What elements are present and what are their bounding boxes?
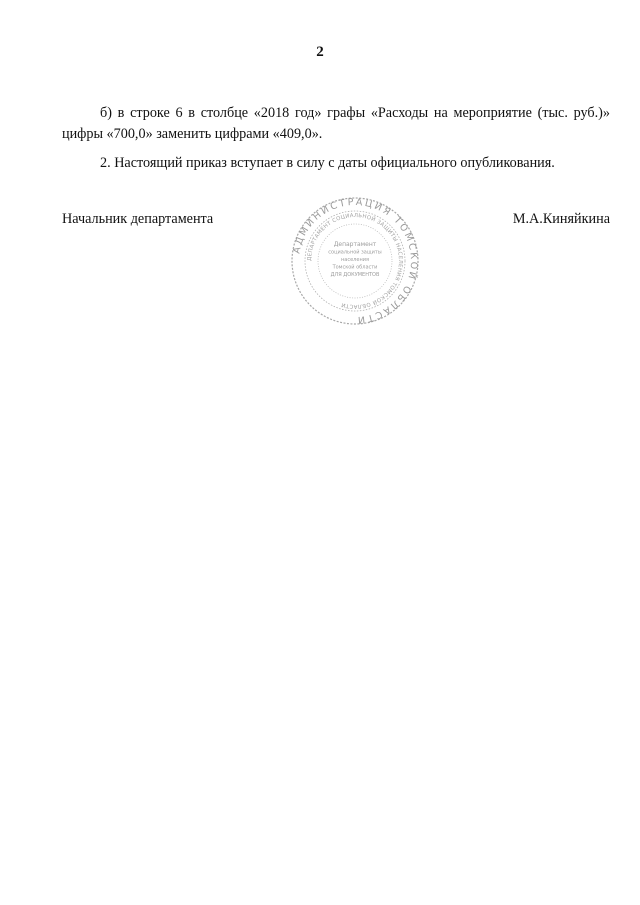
page-number: 2 (316, 44, 324, 60)
stamp-center-line: Департамент (333, 241, 377, 248)
stamp-center-line: населения (341, 257, 369, 263)
svg-text:ДЕПАРТАМЕНТ СОЦИАЛЬНОЙ ЗАЩИТЫ: ДЕПАРТАМЕНТ СОЦИАЛЬНОЙ ЗАЩИТЫ НАСЕЛЕНИЯ ТОМСКОЙ ОБЛАСТИ (306, 212, 404, 310)
seal-graphic (290, 196, 420, 326)
effective-date-paragraph: 2. Настоящий приказ вступает в силу с даты официального опубликования. (100, 155, 555, 171)
amendment-paragraph (62, 103, 610, 145)
amendment-line-2: цифры «700,0» заменить цифрами «409,0». (62, 126, 323, 142)
stamp-center-line: социальной защиты (328, 249, 382, 256)
stamp-center-line: ДЛЯ ДОКУМЕНТОВ (330, 272, 380, 278)
official-seal-stamp (290, 196, 420, 326)
position-title: Начальник департамента (62, 211, 214, 227)
svg-text:АДМИНИСТРАЦИЯ ТОМСКОЙ ОБЛАСТИ: АДМИНИСТРАЦИЯ ТОМСКОЙ ОБЛАСТИ (291, 196, 420, 326)
amendment-line-1: б) в строке 6 в столбце «2018 год» графы «Расходы на мероприятие (тыс. руб.)» (100, 105, 610, 121)
stamp-center-line: Томской области (332, 264, 378, 271)
signer-name: М.А.Киняйкина (512, 211, 610, 227)
